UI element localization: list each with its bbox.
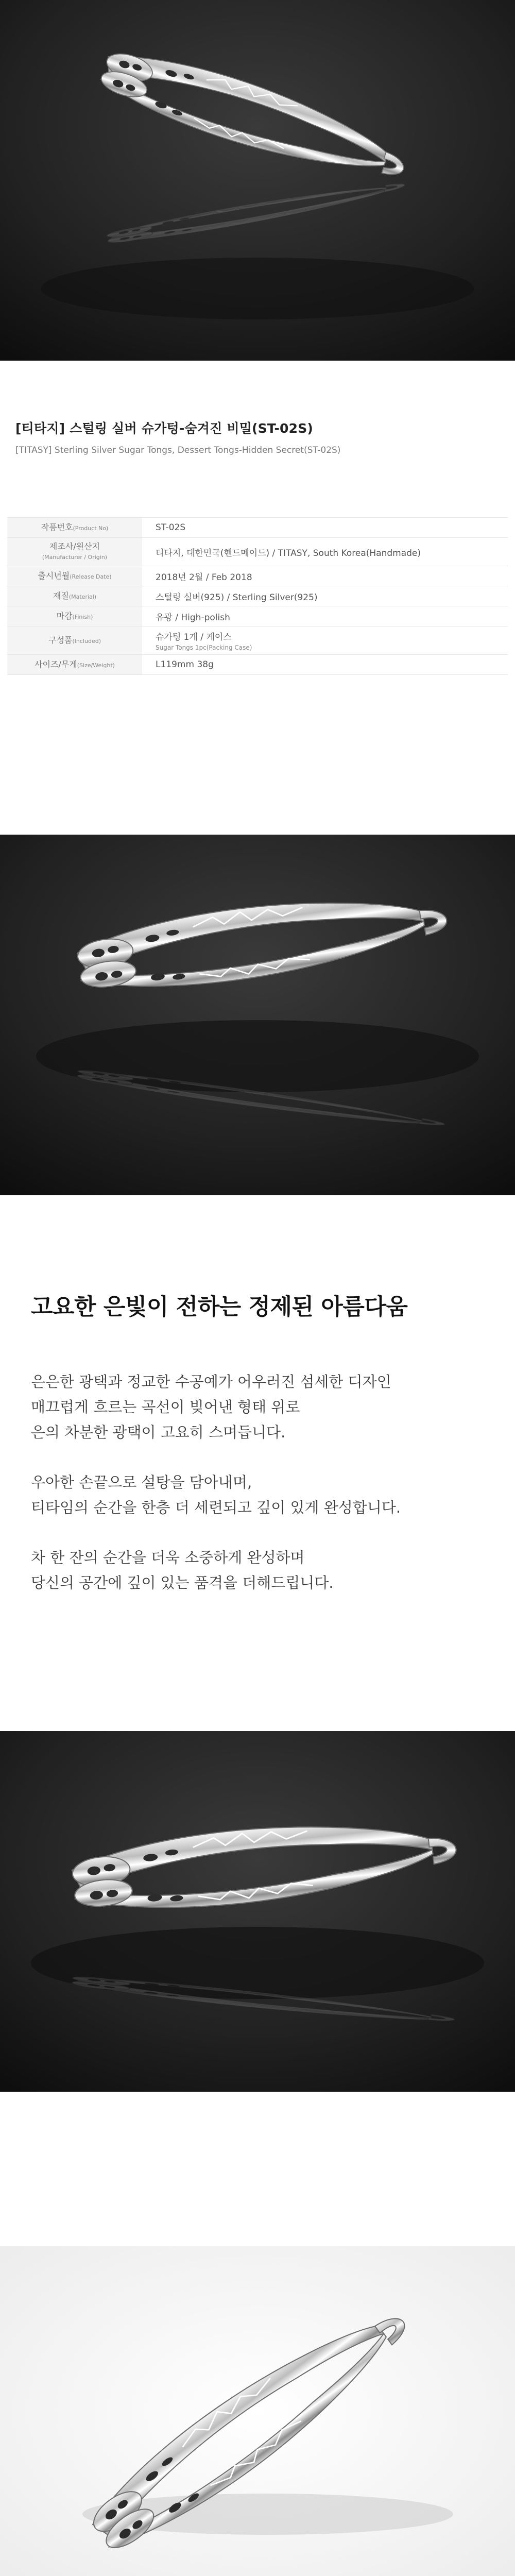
story-paragraph: 우아한 손끝으로 설탕을 담아내며, 티타임의 순간을 한층 더 세련되고 깊이 있게 완성합니다. [31, 1473, 401, 1516]
spec-row-material [7, 586, 508, 606]
spec-row-manufacturer [7, 538, 508, 566]
story-headline: 고요한 은빛이 전하는 정제된 아름다움 [31, 1294, 408, 1320]
story-paragraph: 차 한 잔의 순간을 더욱 소중하게 완성하며 당신의 공간에 깊이 있는 품격을 더해드립니다. [31, 1549, 334, 1591]
photo-2 [0, 835, 515, 1195]
hero-photo [0, 0, 515, 361]
photo-4 [0, 2246, 515, 2576]
spec-label: 출시년월(Release Date) [7, 566, 142, 586]
spec-label: 제조사/원산지 (Manufacturer / Origin) [7, 538, 142, 566]
spec-table [7, 517, 508, 675]
story-paragraph: 은은한 광택과 정교한 수공예가 어우러진 섬세한 디자인 매끄럽게 흐르는 곡선이 빚어낸 형태 위로 은의 차분한 광택이 고요히 스며듭니다. [31, 1373, 391, 1441]
spec-label: 마감(Finish) [7, 606, 142, 626]
spec-value: 티타지, 대한민국(핸드메이드) / TITASY, South Korea(Handmade) [142, 538, 508, 566]
spec-value: 스털링 실버(925) / Sterling Silver(925) [142, 586, 508, 606]
spec-value: 2018년 2월 / Feb 2018 [142, 566, 508, 586]
spec-label: 사이즈/무게(Size/Weight) [7, 655, 142, 675]
spec-row-finish [7, 606, 508, 626]
product-subtitle: [TITASY] Sterling Silver Sugar Tongs, Dessert Tongs-Hidden Secret(ST-02S) [15, 445, 341, 455]
spec-row-product-no [7, 518, 508, 538]
spec-label: 재질(Material) [7, 586, 142, 606]
spec-label: 작품번호(Product No) [7, 518, 142, 538]
spec-value: 유광 / High-polish [142, 606, 508, 626]
spec-label: 구성품(Included) [7, 626, 142, 655]
photo-3 [0, 1731, 515, 2092]
story-section [31, 1288, 484, 1620]
spec-row-release-date [7, 566, 508, 586]
product-title: [티타지] 스털링 실버 슈가텅-숨겨진 비밀(ST-02S) [15, 421, 314, 436]
product-title-block [15, 418, 500, 455]
spec-row-included [7, 626, 508, 655]
spec-value: L119mm 38g [142, 655, 508, 675]
spec-value: 슈가텅 1개 / 케이스 Sugar Tongs 1pc(Packing Case) [142, 626, 508, 655]
spec-value: ST-02S [142, 518, 508, 538]
spec-row-size-weight [7, 655, 508, 675]
